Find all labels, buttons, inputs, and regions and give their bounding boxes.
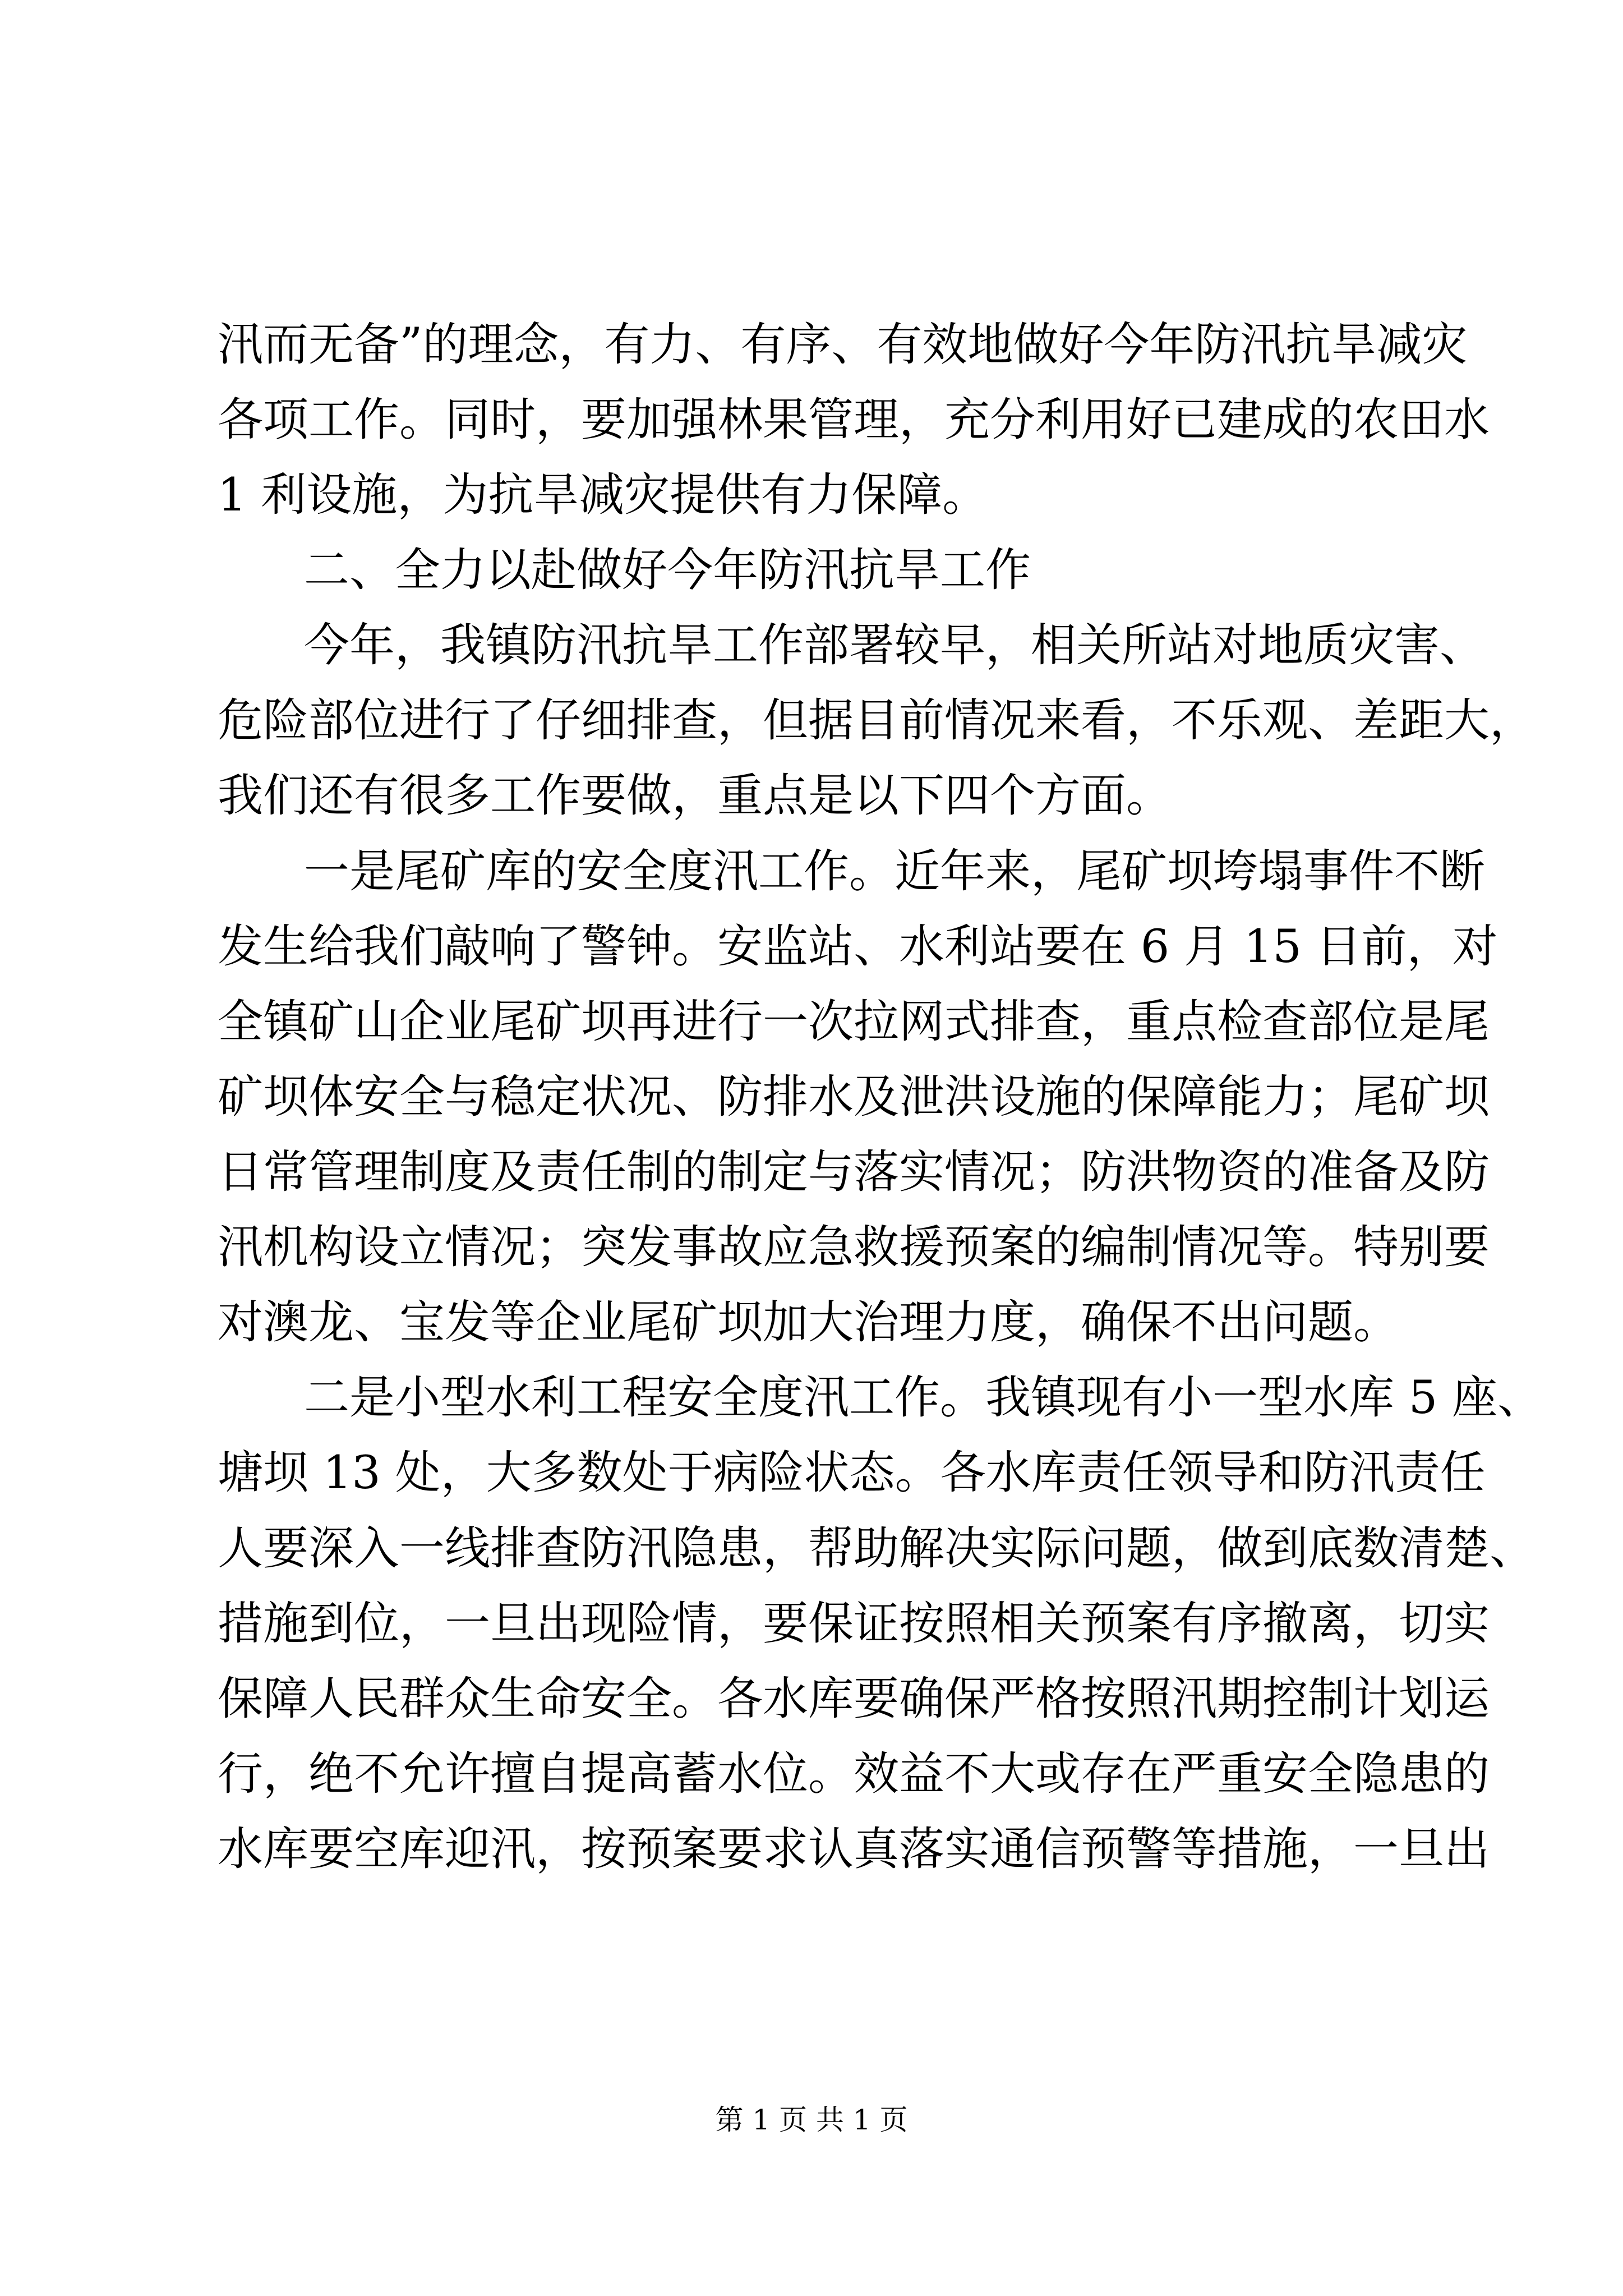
text-line: 保障人民群众生命安全。各水库要确保严格按照汛期控制计划运 — [218, 1673, 1490, 1726]
text-line: 人要深入一线排查防汛隐患，帮助解决实际问题，做到底数清楚、 — [218, 1522, 1536, 1575]
text-line: 危险部位进行了仔细排查，但据目前情况来看，不乐观、差距大， — [218, 694, 1536, 747]
text-line: 行，绝不允许擅自提高蓄水位。效益不大或存在严重安全隐患的 — [218, 1748, 1490, 1801]
text-line: 我们还有很多工作要做，重点是以下四个方面。 — [218, 770, 1172, 822]
section-heading: 二、全力以赴做好今年防汛抗旱工作 — [304, 544, 1031, 597]
text-line: 二是小型水利工程安全度汛工作。我镇现有小一型水库 5 座、 — [304, 1372, 1543, 1424]
page-footer: 第 1 页 共 1 页 — [715, 2104, 908, 2136]
text-line: 塘坝 13 处，大多数处于病险状态。各水库责任领导和防汛责任 — [218, 1447, 1486, 1499]
text-line: 汛机构设立情况；突发事故应急救援预案的编制情况等。特别要 — [218, 1221, 1490, 1274]
text-line: 日常管理制度及责任制的制定与落实情况；防洪物资的准备及防 — [218, 1146, 1490, 1199]
text-line: 汛而无备”的理念，有力、有序、有效地做好今年防汛抗旱减灾 — [218, 319, 1468, 371]
text-line: 今年，我镇防汛抗旱工作部署较早，相关所站对地质灾害、 — [304, 619, 1486, 672]
text-line: 各项工作。同时，要加强林果管理，充分利用好已建成的农田水 — [218, 394, 1490, 447]
text-line: 水库要空库迎汛，按预案要求认真落实通信预警等措施，一旦出 — [218, 1823, 1490, 1876]
text-line: 措施到位，一旦出现险情，要保证按照相关预案有序撤离，切实 — [218, 1598, 1490, 1650]
text-line: 对澳龙、宝发等企业尾矿坝加大治理力度，确保不出问题。 — [218, 1296, 1399, 1349]
text-line: 一是尾矿库的安全度汛工作。近年来，尾矿坝垮塌事件不断 — [304, 845, 1486, 898]
text-line: 全镇矿山企业尾矿坝再进行一次拉网式排查，重点检查部位是尾 — [218, 996, 1490, 1048]
text-line: 1 利设施，为抗旱减灾提供有力保障。 — [218, 469, 988, 522]
text-line: 发生给我们敲响了警钟。安监站、水利站要在 6 月 15 日前，对 — [218, 921, 1498, 973]
text-line: 矿坝体安全与稳定状况、防排水及泄洪设施的保障能力；尾矿坝 — [218, 1071, 1490, 1124]
